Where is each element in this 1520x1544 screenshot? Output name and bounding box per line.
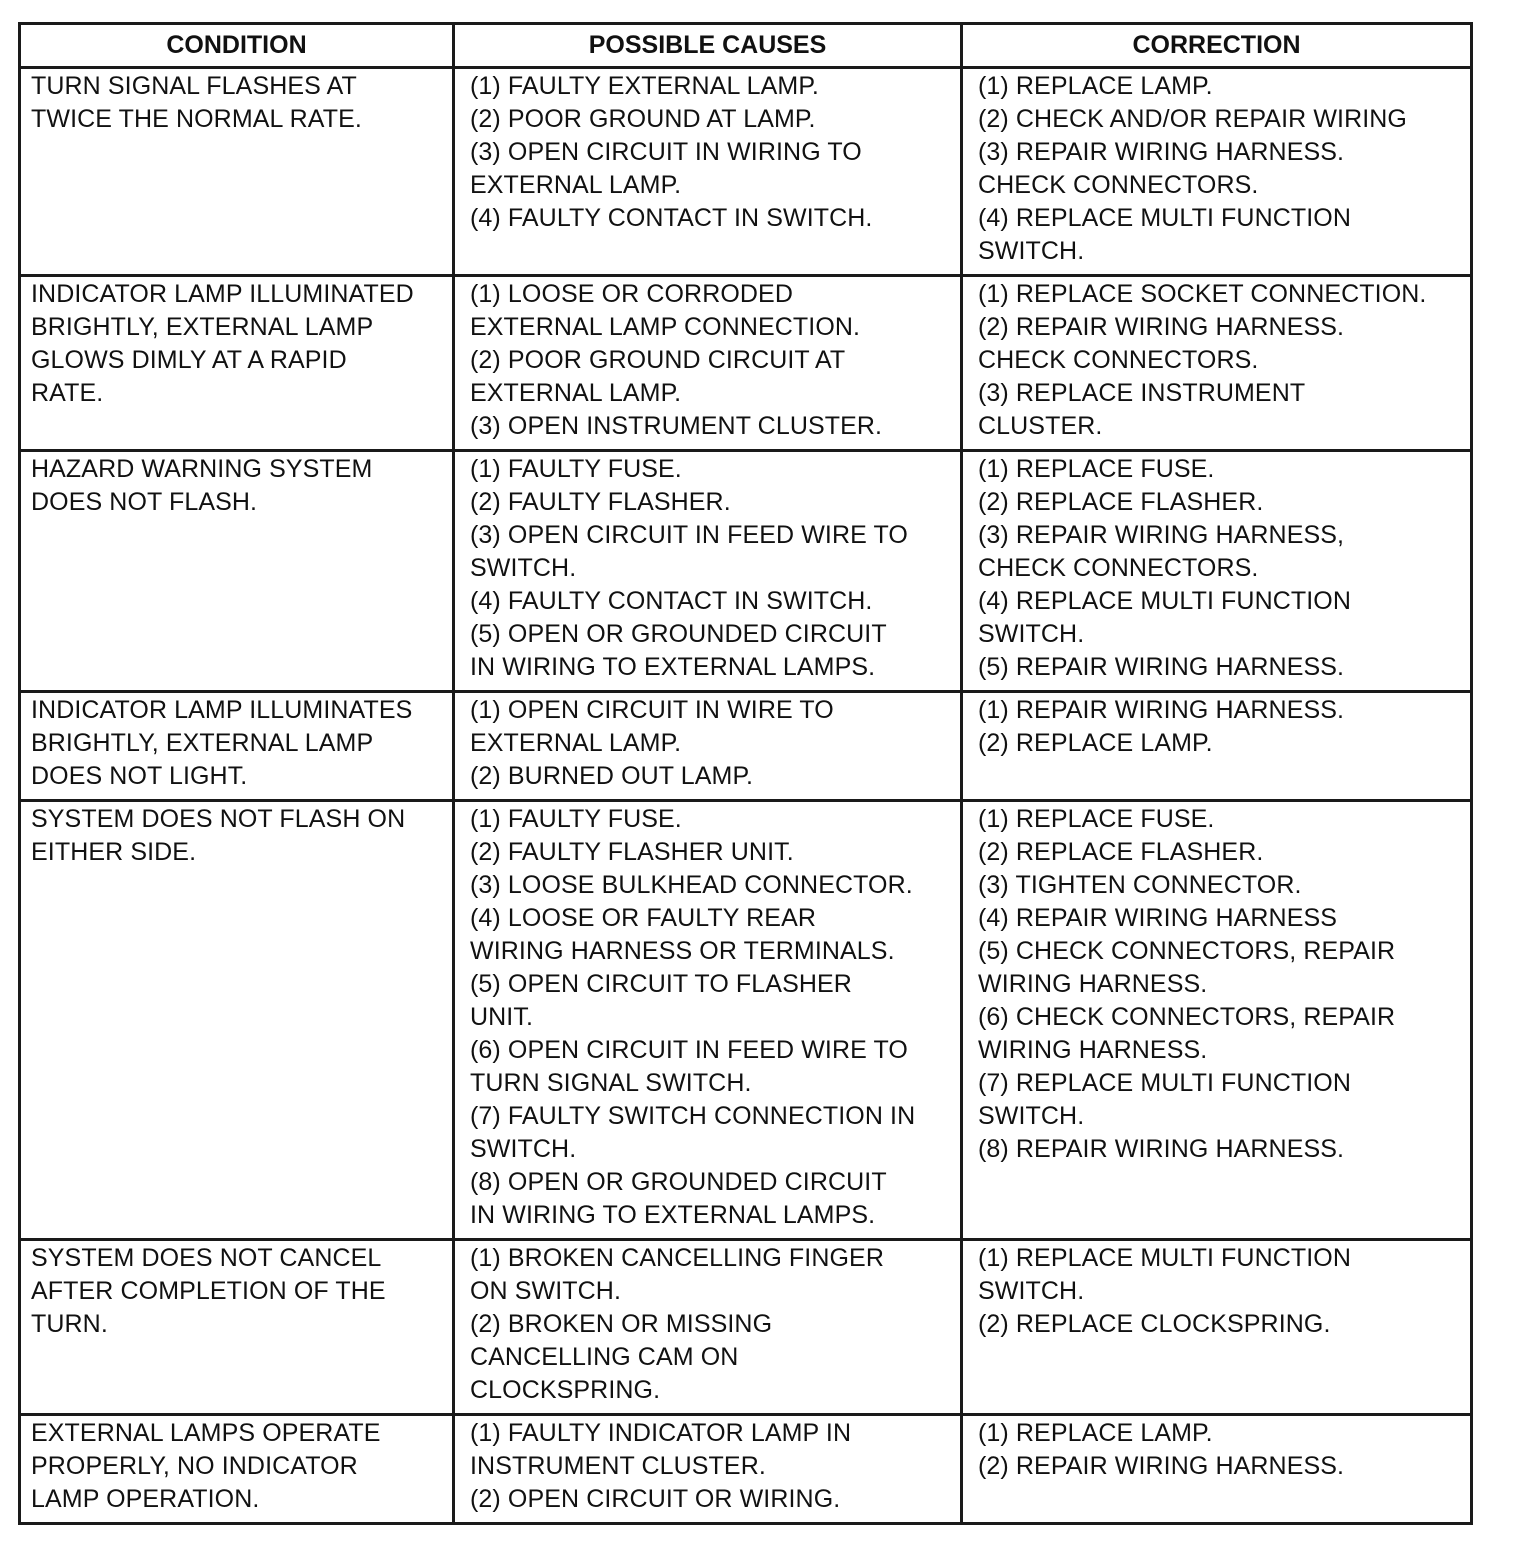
correction-cell-line: (5) CHECK CONNECTORS, REPAIR bbox=[978, 937, 1396, 965]
correction-cell-line: SWITCH. bbox=[978, 237, 1085, 265]
condition-cell-line: EXTERNAL LAMPS OPERATE bbox=[31, 1419, 381, 1447]
condition-cell-line: TWICE THE NORMAL RATE. bbox=[31, 105, 362, 133]
table-row bbox=[20, 1240, 1472, 1415]
possible-causes-cell bbox=[454, 692, 962, 801]
possible-causes-cell-line: EXTERNAL LAMP. bbox=[470, 729, 682, 757]
condition-cell bbox=[20, 451, 454, 692]
table-row bbox=[20, 276, 1472, 451]
possible-causes-cell-line: (2) OPEN CIRCUIT OR WIRING. bbox=[470, 1485, 841, 1513]
correction-cell-line: (2) REPAIR WIRING HARNESS. bbox=[978, 1452, 1345, 1480]
possible-causes-cell-line: (1) BROKEN CANCELLING FINGER bbox=[470, 1244, 884, 1272]
condition-cell-line: INDICATOR LAMP ILLUMINATES bbox=[31, 696, 413, 724]
possible-causes-cell bbox=[454, 451, 962, 692]
possible-causes-cell-line: IN WIRING TO EXTERNAL LAMPS. bbox=[470, 653, 876, 681]
condition-cell bbox=[20, 1415, 454, 1524]
possible-causes-cell-line: WIRING HARNESS OR TERMINALS. bbox=[470, 937, 895, 965]
condition-cell-line: RATE. bbox=[31, 379, 104, 407]
possible-causes-cell bbox=[454, 801, 962, 1240]
correction-cell-line: WIRING HARNESS. bbox=[978, 1036, 1208, 1064]
possible-causes-cell bbox=[454, 276, 962, 451]
condition-cell-line: LAMP OPERATION. bbox=[31, 1485, 260, 1513]
condition-cell-line: TURN SIGNAL FLASHES AT bbox=[31, 72, 357, 100]
possible-causes-cell-line: (8) OPEN OR GROUNDED CIRCUIT bbox=[470, 1168, 887, 1196]
condition-cell-line: AFTER COMPLETION OF THE bbox=[31, 1277, 386, 1305]
correction-cell-line: (4) REPAIR WIRING HARNESS bbox=[978, 904, 1338, 932]
possible-causes-cell-line: INSTRUMENT CLUSTER. bbox=[470, 1452, 766, 1480]
condition-cell-line: HAZARD WARNING SYSTEM bbox=[31, 455, 373, 483]
table-row bbox=[20, 1415, 1472, 1524]
correction-cell-line: (2) REPLACE LAMP. bbox=[978, 729, 1213, 757]
possible-causes-cell-line: EXTERNAL LAMP. bbox=[470, 379, 682, 407]
correction-cell-line: (1) REPLACE LAMP. bbox=[978, 72, 1213, 100]
correction-cell bbox=[962, 801, 1472, 1240]
table-row bbox=[20, 801, 1472, 1240]
correction-cell-line: (1) REPLACE SOCKET CONNECTION. bbox=[978, 280, 1427, 308]
correction-cell bbox=[962, 1240, 1472, 1415]
possible-causes-cell-line: (6) OPEN CIRCUIT IN FEED WIRE TO bbox=[470, 1036, 908, 1064]
condition-cell bbox=[20, 1240, 454, 1415]
possible-causes-cell-line: (1) OPEN CIRCUIT IN WIRE TO bbox=[470, 696, 834, 724]
possible-causes-cell-line: EXTERNAL LAMP CONNECTION. bbox=[470, 313, 861, 341]
condition-cell-line: SYSTEM DOES NOT CANCEL bbox=[31, 1244, 382, 1272]
condition-cell-line: DOES NOT LIGHT. bbox=[31, 762, 248, 790]
table-row bbox=[20, 451, 1472, 692]
possible-causes-cell-line: (1) FAULTY INDICATOR LAMP IN bbox=[470, 1419, 852, 1447]
possible-causes-cell-line: (4) FAULTY CONTACT IN SWITCH. bbox=[470, 587, 873, 615]
correction-cell bbox=[962, 692, 1472, 801]
correction-cell-line: (3) REPAIR WIRING HARNESS, bbox=[978, 521, 1345, 549]
correction-cell-line: (1) REPLACE FUSE. bbox=[978, 455, 1215, 483]
possible-causes-cell-line: TURN SIGNAL SWITCH. bbox=[470, 1069, 752, 1097]
possible-causes-cell-line: (7) FAULTY SWITCH CONNECTION IN bbox=[470, 1102, 916, 1130]
possible-causes-cell-line: UNIT. bbox=[470, 1003, 533, 1031]
correction-column-header: CORRECTION bbox=[962, 24, 1472, 68]
condition-cell-line: DOES NOT FLASH. bbox=[31, 488, 258, 516]
table-row bbox=[20, 692, 1472, 801]
possible-causes-cell bbox=[454, 1415, 962, 1524]
possible-causes-cell-line: SWITCH. bbox=[470, 1135, 577, 1163]
correction-cell-line: (1) REPLACE LAMP. bbox=[978, 1419, 1213, 1447]
correction-cell-line: SWITCH. bbox=[978, 1277, 1085, 1305]
condition-cell-line: PROPERLY, NO INDICATOR bbox=[31, 1452, 358, 1480]
correction-cell-line: (2) REPLACE FLASHER. bbox=[978, 488, 1264, 516]
condition-cell bbox=[20, 276, 454, 451]
correction-cell-line: SWITCH. bbox=[978, 1102, 1085, 1130]
possible-causes-cell-line: IN WIRING TO EXTERNAL LAMPS. bbox=[470, 1201, 876, 1229]
correction-cell-line: (4) REPLACE MULTI FUNCTION bbox=[978, 204, 1351, 232]
possible-causes-cell-line: (5) OPEN OR GROUNDED CIRCUIT bbox=[470, 620, 887, 648]
possible-causes-cell-line: CANCELLING CAM ON bbox=[470, 1343, 739, 1371]
possible-causes-cell-line: (2) POOR GROUND AT LAMP. bbox=[470, 105, 816, 133]
possible-causes-cell-line: EXTERNAL LAMP. bbox=[470, 171, 682, 199]
correction-cell-line: (3) REPLACE INSTRUMENT bbox=[978, 379, 1306, 407]
possible-causes-cell-line: (2) POOR GROUND CIRCUIT AT bbox=[470, 346, 846, 374]
condition-cell-line: BRIGHTLY, EXTERNAL LAMP bbox=[31, 313, 374, 341]
table-row bbox=[20, 68, 1472, 276]
correction-cell-line: (3) REPAIR WIRING HARNESS. bbox=[978, 138, 1345, 166]
condition-cell bbox=[20, 801, 454, 1240]
possible-causes-cell-line: (3) OPEN CIRCUIT IN FEED WIRE TO bbox=[470, 521, 908, 549]
condition-cell-line: EITHER SIDE. bbox=[31, 838, 197, 866]
correction-cell-line: (4) REPLACE MULTI FUNCTION bbox=[978, 587, 1351, 615]
correction-cell-line: (2) CHECK AND/OR REPAIR WIRING bbox=[978, 105, 1407, 133]
possible-causes-cell-line: (1) FAULTY FUSE. bbox=[470, 455, 682, 483]
possible-causes-cell-line: SWITCH. bbox=[470, 554, 577, 582]
condition-cell bbox=[20, 68, 454, 276]
condition-cell bbox=[20, 692, 454, 801]
possible-causes-cell-line: (4) FAULTY CONTACT IN SWITCH. bbox=[470, 204, 873, 232]
possible-causes-cell-line: (5) OPEN CIRCUIT TO FLASHER bbox=[470, 970, 852, 998]
possible-causes-cell-line: (2) BURNED OUT LAMP. bbox=[470, 762, 754, 790]
correction-cell-line: SWITCH. bbox=[978, 620, 1085, 648]
correction-cell-line: (2) REPAIR WIRING HARNESS. bbox=[978, 313, 1345, 341]
condition-cell-line: GLOWS DIMLY AT A RAPID bbox=[31, 346, 347, 374]
possible-causes-cell-line: (3) OPEN CIRCUIT IN WIRING TO bbox=[470, 138, 862, 166]
header-row bbox=[20, 24, 1472, 68]
correction-cell-line: (7) REPLACE MULTI FUNCTION bbox=[978, 1069, 1351, 1097]
correction-cell-line: (2) REPLACE CLOCKSPRING. bbox=[978, 1310, 1331, 1338]
possible-causes-cell-line: (2) BROKEN OR MISSING bbox=[470, 1310, 773, 1338]
correction-cell-line: (2) REPLACE FLASHER. bbox=[978, 838, 1264, 866]
possible-causes-column-header: POSSIBLE CAUSES bbox=[454, 24, 962, 68]
possible-causes-cell-line: (3) OPEN INSTRUMENT CLUSTER. bbox=[470, 412, 883, 440]
diagnosis-table bbox=[18, 22, 1473, 1525]
possible-causes-cell-line: (2) FAULTY FLASHER. bbox=[470, 488, 731, 516]
correction-cell-line: (3) TIGHTEN CONNECTOR. bbox=[978, 871, 1302, 899]
table-header bbox=[20, 24, 1472, 68]
condition-cell-line: BRIGHTLY, EXTERNAL LAMP bbox=[31, 729, 374, 757]
correction-cell-line: (6) CHECK CONNECTORS, REPAIR bbox=[978, 1003, 1396, 1031]
correction-cell-line: CHECK CONNECTORS. bbox=[978, 346, 1259, 374]
possible-causes-cell-line: (1) FAULTY FUSE. bbox=[470, 805, 682, 833]
correction-cell-line: (1) REPAIR WIRING HARNESS. bbox=[978, 696, 1345, 724]
correction-cell-line: CHECK CONNECTORS. bbox=[978, 171, 1259, 199]
possible-causes-cell-line: ON SWITCH. bbox=[470, 1277, 621, 1305]
possible-causes-cell-line: CLOCKSPRING. bbox=[470, 1376, 661, 1404]
possible-causes-cell-line: (3) LOOSE BULKHEAD CONNECTOR. bbox=[470, 871, 913, 899]
correction-cell-line: CLUSTER. bbox=[978, 412, 1103, 440]
correction-cell-line: (8) REPAIR WIRING HARNESS. bbox=[978, 1135, 1345, 1163]
correction-cell-line: (1) REPLACE FUSE. bbox=[978, 805, 1215, 833]
correction-cell-line: (1) REPLACE MULTI FUNCTION bbox=[978, 1244, 1351, 1272]
condition-column-header: CONDITION bbox=[20, 24, 454, 68]
correction-cell-line: WIRING HARNESS. bbox=[978, 970, 1208, 998]
correction-cell-line: (5) REPAIR WIRING HARNESS. bbox=[978, 653, 1345, 681]
possible-causes-cell bbox=[454, 1240, 962, 1415]
table-body bbox=[20, 68, 1472, 1524]
possible-causes-cell-line: (1) LOOSE OR CORRODED bbox=[470, 280, 793, 308]
correction-cell bbox=[962, 451, 1472, 692]
condition-cell-line: INDICATOR LAMP ILLUMINATED bbox=[31, 280, 414, 308]
condition-cell-line: TURN. bbox=[31, 1310, 108, 1338]
correction-cell bbox=[962, 68, 1472, 276]
possible-causes-cell bbox=[454, 68, 962, 276]
possible-causes-cell-line: (4) LOOSE OR FAULTY REAR bbox=[470, 904, 817, 932]
correction-cell-line: CHECK CONNECTORS. bbox=[978, 554, 1259, 582]
condition-cell-line: SYSTEM DOES NOT FLASH ON bbox=[31, 805, 406, 833]
correction-cell bbox=[962, 1415, 1472, 1524]
possible-causes-cell-line: (1) FAULTY EXTERNAL LAMP. bbox=[470, 72, 819, 100]
correction-cell bbox=[962, 276, 1472, 451]
possible-causes-cell-line: (2) FAULTY FLASHER UNIT. bbox=[470, 838, 794, 866]
